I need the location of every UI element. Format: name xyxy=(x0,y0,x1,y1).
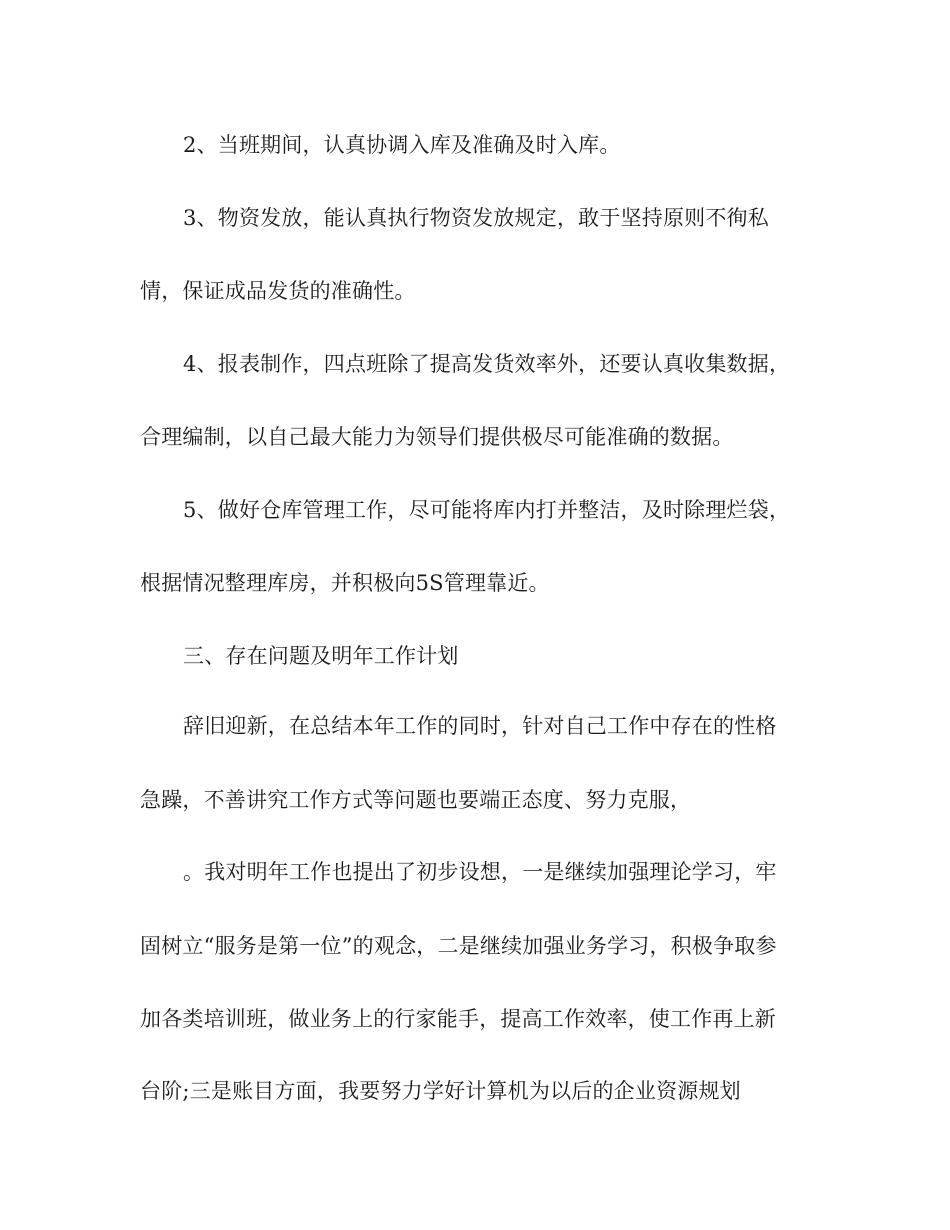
paragraph-line: 合理编制，以自己最大能力为领导们提供极尽可能准确的数据。 xyxy=(140,425,734,449)
paragraph-line: 根据情况整理库房，并积极向5S管理靠近。 xyxy=(140,571,550,595)
paragraph-line: 台阶;三是账目方面，我要努力学好计算机为以后的企业资源规划 xyxy=(140,1079,741,1103)
paragraph-line: 辞旧迎新，在总结本年工作的同时，针对自己工作中存在的性格 xyxy=(183,714,777,738)
paragraph-line: 3、物资发放，能认真执行物资发放规定，敢于坚持原则不徇私 xyxy=(183,206,769,230)
paragraph-line: 急躁，不善讲究工作方式等问题也要端正态度、努力克服， xyxy=(140,788,692,812)
paragraph-line: 5、做好仓库管理工作，尽可能将库内打并整洁，及时除理烂袋， xyxy=(183,498,791,522)
section-heading: 三、存在问题及明年工作计划 xyxy=(183,644,459,668)
paragraph-line: 情，保证成品发货的准确性。 xyxy=(140,279,416,303)
paragraph-line: 4、报表制作，四点班除了提高发货效率外，还要认真收集数据， xyxy=(183,352,791,376)
paragraph-line: 。我对明年工作也提出了初步设想，一是继续加强理论学习，牢 xyxy=(183,860,777,884)
paragraph-line: 固树立“服务是第一位”的观念，二是继续加强业务学习，积极争取参 xyxy=(140,934,777,958)
paragraph-line: 加各类培训班，做业务上的行家能手，提高工作效率，使工作再上新 xyxy=(140,1007,776,1031)
paragraph-line: 2、当班期间，认真协调入库及准确及时入库。 xyxy=(183,133,621,157)
